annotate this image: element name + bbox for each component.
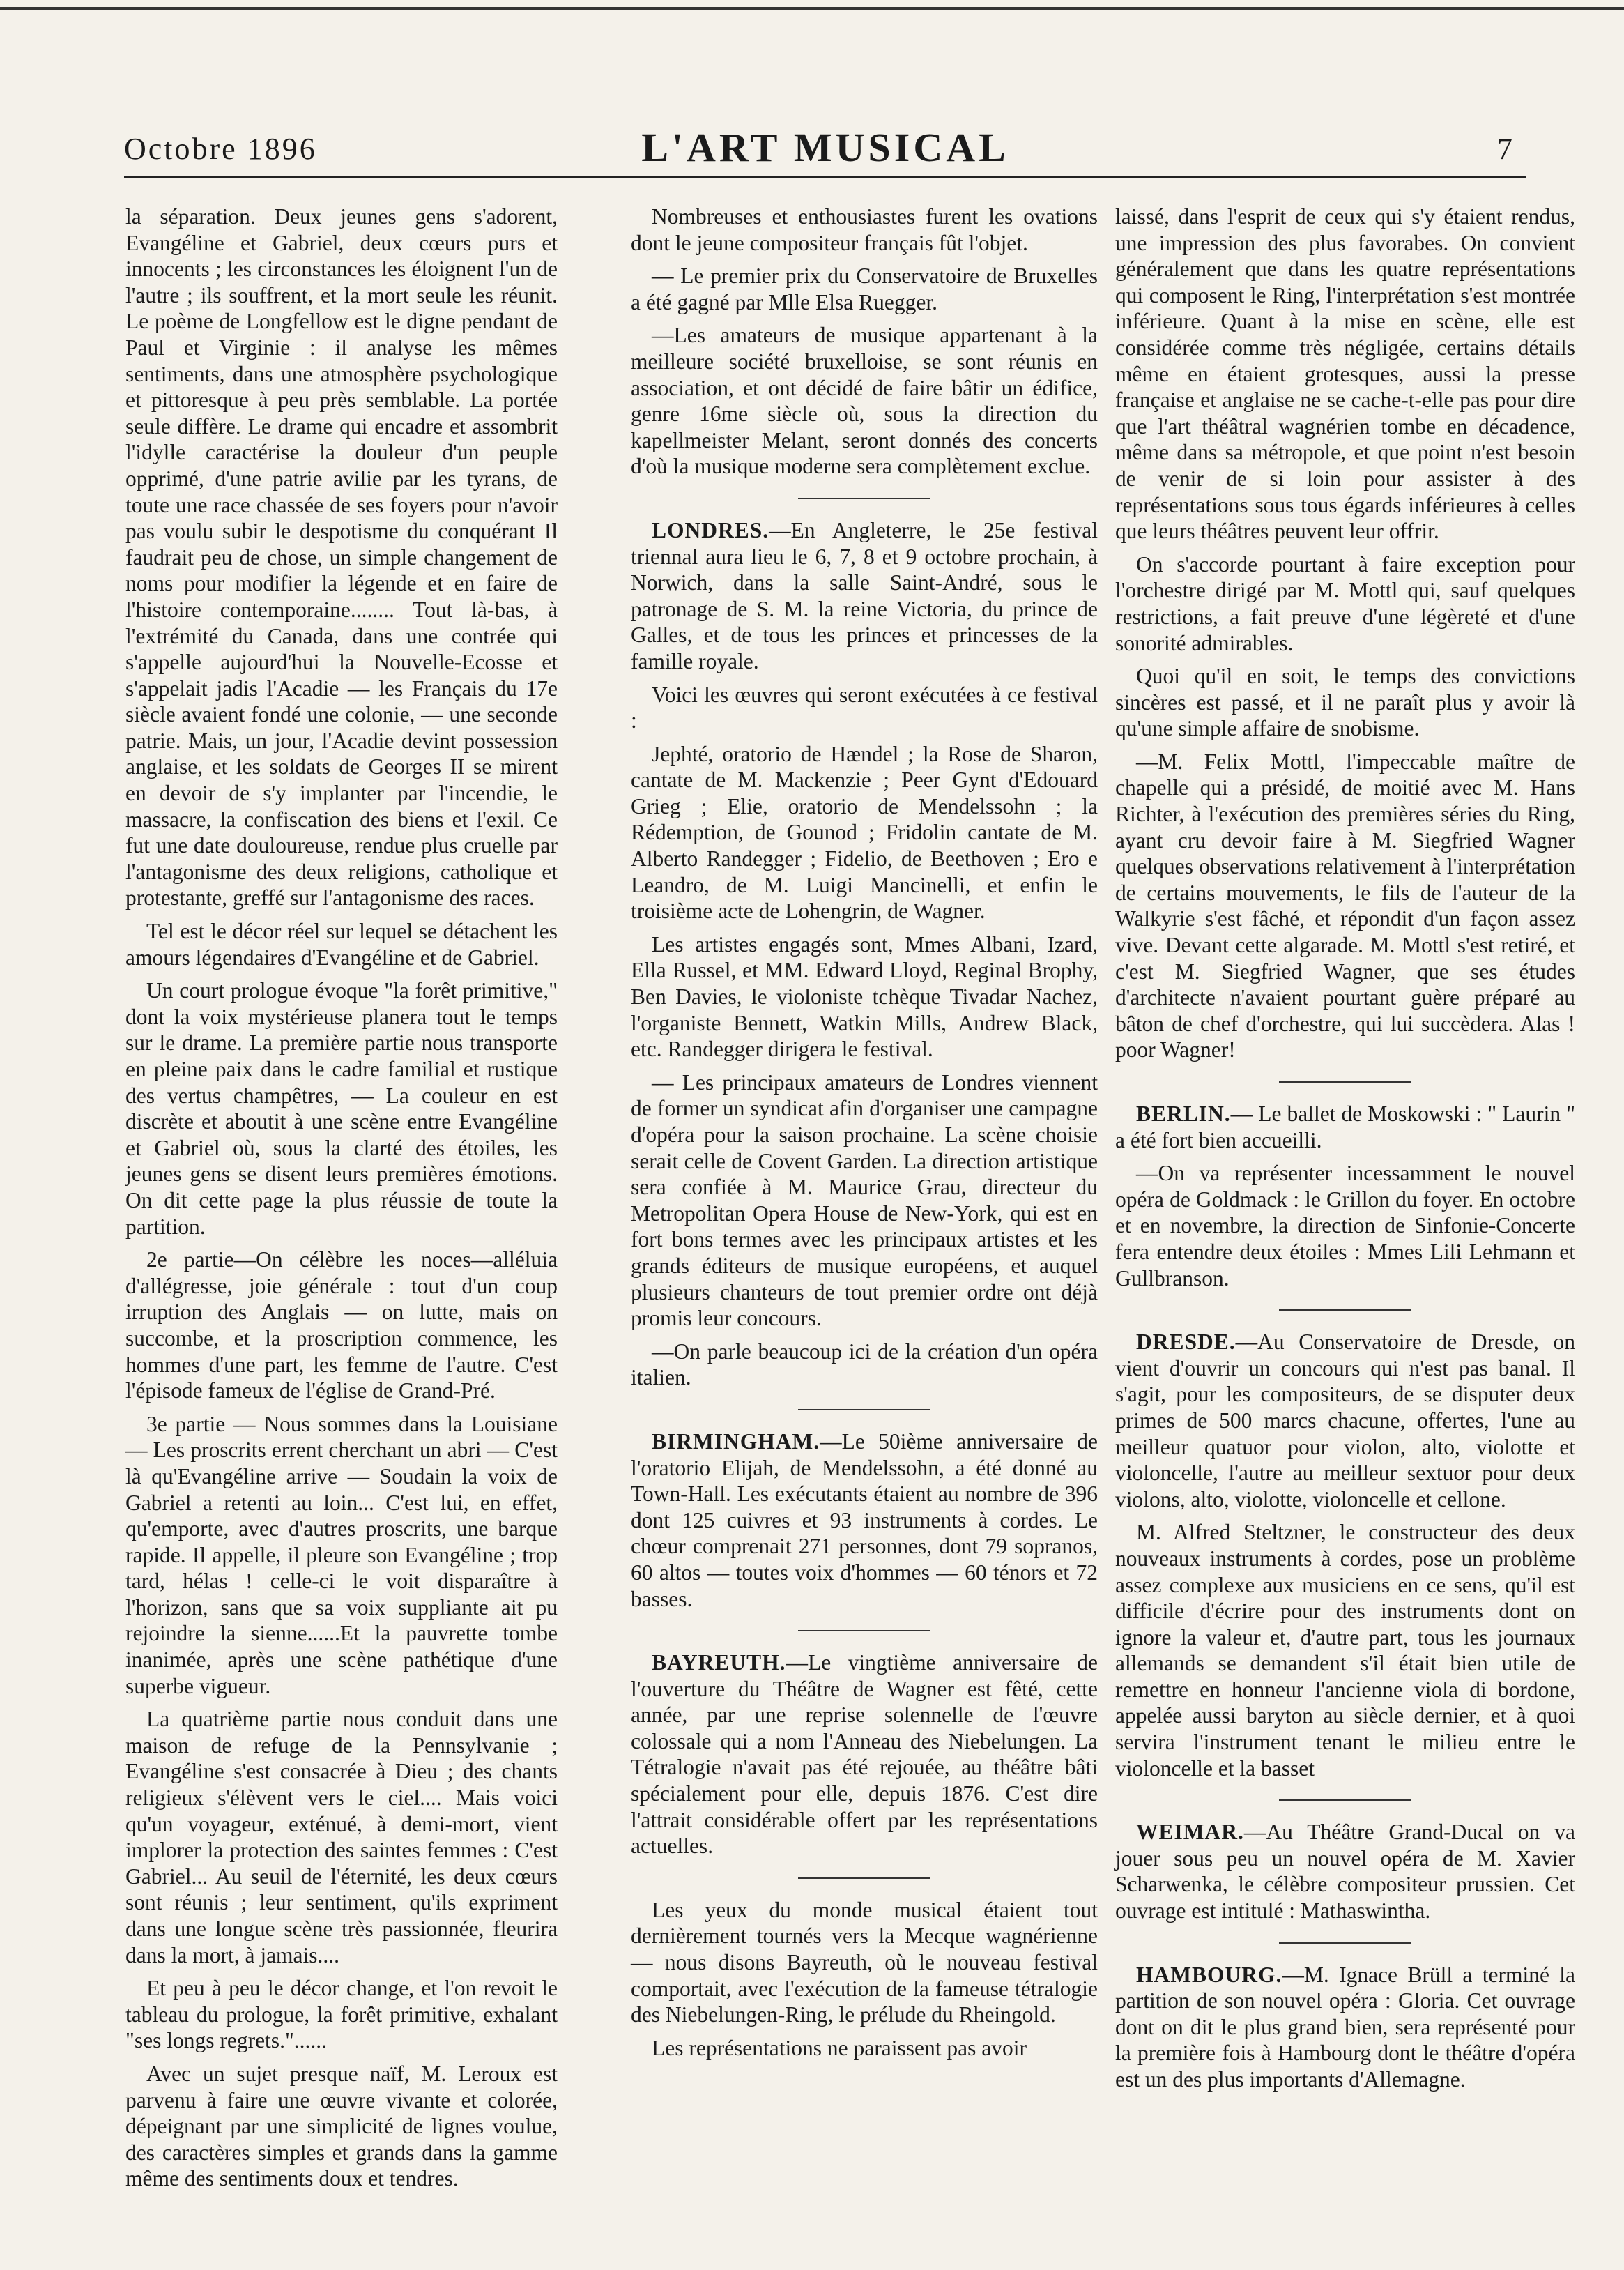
header-rule — [124, 176, 1526, 178]
city-heading: BAYREUTH. — [652, 1650, 786, 1675]
section-separator — [798, 1877, 930, 1879]
city-heading: DRESDE. — [1136, 1330, 1236, 1355]
news-item-weimar — [1115, 1819, 1575, 1924]
article-paragraph: Les yeux du monde musical étaient tout dernièrement tournés vers la Mecque wagnérienne — nous disons Bayreuth, où le nouveau festival comportait, avec l'exécution de la fameuse tétralogie des Niebelungen-Ring, le prélude du Rheingold. — [631, 1897, 1098, 2027]
news-item-bayreuth — [631, 1650, 1098, 1859]
article-paragraph: la séparation. Deux jeunes gens s'adorent, Evangéline et Gabriel, deux cœurs purs et innocents ; les circonstances les éloignent l'un de l'autre ; ils souffrent, et la mort seule les réunit. Le poème de Longfellow est le digne pendant de Paul et Virginie : il analyse les mêmes sentiments, dans une atmosphère psychologique et pittoresque à peu près semblable. La portée seule diffère. Le drame qui encadre et assombrit l'idylle caractérise la douleur d'un peuple opprimé, d'une patrie avilie par les tyrans, de toute une race chassée de ses foyers pour n'avoir pas voulu subir le despotisme du conquérant Il faudrait peu de chose, un simple changement de noms pour modifier la légende et en faire de l'histoire contemporaine........ Tout là-bas, à l'extrémité du Canada, dans une contrée qui s'appelle aujourd'hui la Nouvelle-Ecosse et s'appelait jadis l'Acadie — les Français du 17e siècle avaient fondé une colonie, — une seconde patrie. Mais, un jour, l'Acadie devint possession anglaise, et les soldats de Georges II se mirent en devoir de s'y implanter par l'incendie, le massacre, la confiscation des biens et l'exil. Ce fut une date douloureuse, rendue plus cruelle par l'antagonisme des deux religions, catholique et protestante, greffé sur l'antagonisme des races. — [125, 204, 558, 911]
issue-date: Octobre 1896 — [124, 132, 317, 166]
news-text: — Le ballet de Moskowski : " Laurin " a été fort bien accueilli. — [1115, 1102, 1575, 1152]
section-separator — [1279, 1081, 1411, 1083]
city-heading: BERLIN. — [1136, 1102, 1231, 1126]
city-heading: LONDRES. — [652, 517, 769, 542]
section-separator — [798, 498, 930, 499]
section-separator — [798, 1409, 930, 1410]
article-paragraph: Et peu à peu le décor change, et l'on revoit le tableau du prologue, la forêt primitive, exhalant "ses longs regrets."...... — [125, 1976, 558, 2053]
section-separator — [1279, 1942, 1411, 1944]
journal-title: L'ART MUSICAL — [641, 125, 1009, 170]
article-paragraph: On s'accorde pourtant à faire exception pour l'orchestre dirigé par M. Mottl qui, sauf quelques restrictions, a fait preuve d'une légèreté et d'une sonorité admirables. — [1115, 551, 1575, 655]
section-separator — [1279, 1309, 1411, 1311]
news-item-dresde — [1115, 1329, 1575, 1512]
article-paragraph: La quatrième partie nous conduit dans une maison de refuge de la Pennsylvanie ; Evangéline s'est consacrée à Dieu ; des chants religieux s'élèvent vers le ciel.... Mais voici qu'un voyageur, exténué, à demi-mort, vient implorer la protection des saintes femmes : C'est Gabriel... Au seuil de l'éternité, les deux cœurs sont réunis ; leur sentiment, qu'ils expriment dans une longue scène très passionnée, fleurira dans la mort, à jamais.... — [125, 1707, 558, 1967]
article-paragraph: —M. Felix Mottl, l'impeccable maître de chapelle qui a présidé, de moitié avec M. Hans Richter, à l'exécution des premières séries du Ring, ayant cru devoir faire à M. Siegfried Wagner quelques observations relativement à l'interprétation de certains mouvements, le fils de l'auteur de la Walkyrie s'est fâché, et répondit d'un façon assez vive. Devant cette algarade. M. Mottl s'est retiré, et c'est M. Siegfried Wagner, que ses études d'architecte n'avaient pourtant guère préparé au bâton de chef d'orchestre, qui lui succèdera. Alas ! poor Wagner! — [1115, 749, 1575, 1062]
article-paragraph: Jephté, oratorio de Hændel ; la Rose de Sharon, cantate de M. Mackenzie ; Peer Gynt d'Edouard Grieg ; Elie, oratorio de Mendelssohn ; la Rédemption, de Gounod ; Fridolin cantate de M. Alberto Randegger ; Fidelio, de Beethoven ; Ero e Leandro, de M. Luigi Mancinelli, et enfin le troisième acte de Lohengrin, de Wagner. — [631, 741, 1098, 924]
news-text: —Le 50ième anniversaire de l'oratorio Elijah, de Mendelssohn, a été donné au Town-Hall. Les exécutants étaient au nombre de 396 dont 125 cuivres et 93 instruments à cordes. Le chœur comprenait 271 personnes, dont 79 sopranos, 60 altos — toutes voix d'hommes — 60 ténors et 72 basses. — [631, 1429, 1098, 1611]
article-paragraph: Voici les œuvres qui seront exécutées à ce festival : — [631, 682, 1098, 733]
article-paragraph: — Le premier prix du Conservatoire de Bruxelles a été gagné par Mlle Elsa Ruegger. — [631, 264, 1098, 314]
news-text: —Au Conservatoire de Dresde, on vient d'ouvrir un concours qui n'est pas banal. Il s'agit, pour les compositeurs, de se disputer deux primes de 500 marcs chacune, offertes, l'une au meilleur quatuor pour violon, alto, violotte et violoncelle, l'autre au meilleur sextuor pour deux violons, alto, violotte, violoncelle et cellone. — [1115, 1330, 1575, 1511]
page-number: 7 — [1497, 132, 1512, 166]
city-heading: BIRMINGHAM. — [652, 1429, 820, 1454]
article-paragraph: Tel est le décor réel sur lequel se détachent les amours légendaires d'Evangéline et de Gabriel. — [125, 919, 558, 970]
news-item-berlin — [1115, 1101, 1575, 1153]
article-paragraph: M. Alfred Steltzner, le constructeur des deux nouveaux instruments à cordes, pose un problème assez complexe aux musiciens en ce sens, qu'il est difficile d'écrire pour des instruments dont on ignore la valeur et, d'autre part, tous les journaux allemands se demandent s'il était bien utile de remettre en honneur l'ancienne viola di bordone, appelée aussi baryton au siècle dernier, et à quoi servira l'instrument tenant le milieu entre le violoncelle et la basset — [1115, 1520, 1575, 1781]
article-paragraph: —On va représenter incessamment le nouvel opéra de Goldmack : le Grillon du foyer. En octobre et en novembre, la direction de Sinfonie-Concerte fera entendre deux étoiles : Mmes Lili Lehmann et Gullbranson. — [1115, 1161, 1575, 1290]
column-3 — [1115, 204, 1575, 2100]
section-separator — [1279, 1799, 1411, 1801]
column-2 — [631, 204, 1098, 2068]
article-paragraph: Les représentations ne paraissent pas avoir — [652, 2035, 1027, 2060]
article-paragraph: 3e partie — Nous sommes dans la Louisiane — Les proscrits errent cherchant un abri — C'est là qu'Evangéline arrive — Soudain la voix de Gabriel a retenti au loin... C'est lui, en effet, qu'emporte, avec d'autres proscrits, une barque rapide. Il appelle, il pleure son Evangéline ; trop tard, hélas ! celle-ci le voit disparaître à l'horizon, sans que sa voix suppliante ait pu rejoindre la sienne......Et la pauvrette tombe inanimée, après une scène pathétique d'une superbe vigueur. — [125, 1411, 558, 1698]
article-paragraph: Les artistes engagés sont, Mmes Albani, Izard, Ella Russel, et MM. Edward Lloyd, Reginal Brophy, Ben Davies, le violoniste tchèque Tivadar Nachez, l'organiste Bennett, Watkin Mills, Andrew Black, etc. Randegger dirigera le festival. — [631, 931, 1098, 1062]
article-paragraph: —On parle beaucoup ici de la création d'un opéra italien. — [631, 1339, 1098, 1390]
top-border-rule — [0, 7, 1624, 10]
news-item-birmingham — [631, 1429, 1098, 1612]
news-text: —Au Théâtre Grand-Ducal on va jouer sous peu un nouvel opéra de M. Xavier Scharwenka, le célèbre compositeur prussien. Cet ouvrage est intitulé : Mathaswintha. — [1115, 1820, 1575, 1924]
article-paragraph: laissé, dans l'esprit de ceux qui s'y étaient rendus, une impression des plus favorabes. On convient généralement que dans les quatre représentations qui composent le Ring, l'interprétation s'est montrée inférieure. Quant à la mise en scène, elle est considérée comme très négligée, certains détails même en étaient grotesques, aussi la presse française et anglaise ne se cache-t-elle pas pour dire que l'art théâtral wagnérien tombe en décadence, même dans sa métropole, et que point n'est besoin de venir de si loin pour assister à des représentations sous tous égards inférieures à celles que leurs théâtres peuvent leur offrir. — [1115, 204, 1575, 544]
news-item-hambourg — [1115, 1962, 1575, 2093]
article-paragraph: Quoi qu'il en soit, le temps des convictions sincères est passé, et il ne paraît plus y avoir là qu'une simple affaire de snobisme. — [1115, 664, 1575, 741]
news-item-londres — [631, 517, 1098, 675]
article-paragraph: —Les amateurs de musique appartenant à la meilleure société bruxelloise, se sont réunis en association, et ont décidé de faire bâtir un édifice, genre 16me siècle où, sous la direction du kapellmeister Melant, seront donnés des concerts d'où la musique moderne sera complètement exclue. — [631, 323, 1098, 479]
column-1 — [125, 204, 558, 2199]
city-heading: HAMBOURG. — [1136, 1962, 1282, 1987]
city-heading: WEIMAR. — [1136, 1820, 1244, 1845]
section-separator — [798, 1630, 930, 1631]
article-paragraph: Avec un sujet presque naïf, M. Leroux est parvenu à faire une œuvre vivante et colorée, dépeignant par une simplicité de lignes voulue, des caractères simples et grands dans la gamme même des sentiments doux et tendres. — [125, 2061, 558, 2191]
article-paragraph: Un court prologue évoque "la forêt primitive," dont la voix mystérieuse planera tout le temps sur le drame. La première partie nous transporte en pleine paix dans le cadre familial et rustique des vertus champêtres, — La couleur en est discrète et aboutit à une scène entre Evangéline et Gabriel où, sous la clarté des étoiles, les jeunes gens se disent leurs premières émotions. On dit cette page la plus réussie de toute la partition. — [125, 978, 558, 1239]
article-paragraph: 2e partie—On célèbre les noces—alléluia d'allégresse, joie générale : tout d'un coup irruption des Anglais — on lutte, mais on succombe, et la proscription commence, les hommes d'une part, les femme de l'autre. C'est l'épisode fameux de l'église de Grand-Pré. — [125, 1247, 558, 1403]
news-text: —Le vingtième anniversaire de l'ouverture du Théâtre de Wagner est fêté, cette année, par une reprise solennelle de l'œuvre colossale qui a nom l'Anneau des Niebelungen. La Tétralogie n'avait pas été rejouée, au théâtre bâti spécialement pour elle, depuis 1876. C'est dire l'attrait considérable offert par les représentations actuelles. — [631, 1650, 1098, 1859]
article-paragraph: — Les principaux amateurs de Londres viennent de former un syndicat afin d'organiser une campagne d'opéra pour la saison prochaine. La scène choisie serait celle de Covent Garden. La direction artistique sera confiée à M. Maurice Grau, directeur du Metropolitan Opera House de New-York, qui est en fort bons termes avec les principaux artistes et les grands éditeurs de musique européens, et auquel plusieurs chanteurs de tout premier ordre ont déjà promis leur concours. — [631, 1069, 1098, 1331]
article-paragraph: Nombreuses et enthousiastes furent les ovations dont le jeune compositeur français fût l'objet. — [631, 204, 1098, 255]
news-text: —En Angleterre, le 25e festival triennal aura lieu le 6, 7, 8 et 9 octobre prochain, à Norwich, dans la salle Saint-André, sous le patronage de S. M. la reine Victoria, du prince de Galles, et de tous les princes et princesses de la famille royale. — [631, 517, 1098, 673]
news-text: —M. Ignace Brüll a terminé la partition de son nouvel opéra : Gloria. Cet ouvrage dont on dit le plus grand bien, sera représenté pour la première fois à Hambourg dont le théâtre d'opéra est un des plus importants d'Allemagne. — [1115, 1962, 1575, 2092]
